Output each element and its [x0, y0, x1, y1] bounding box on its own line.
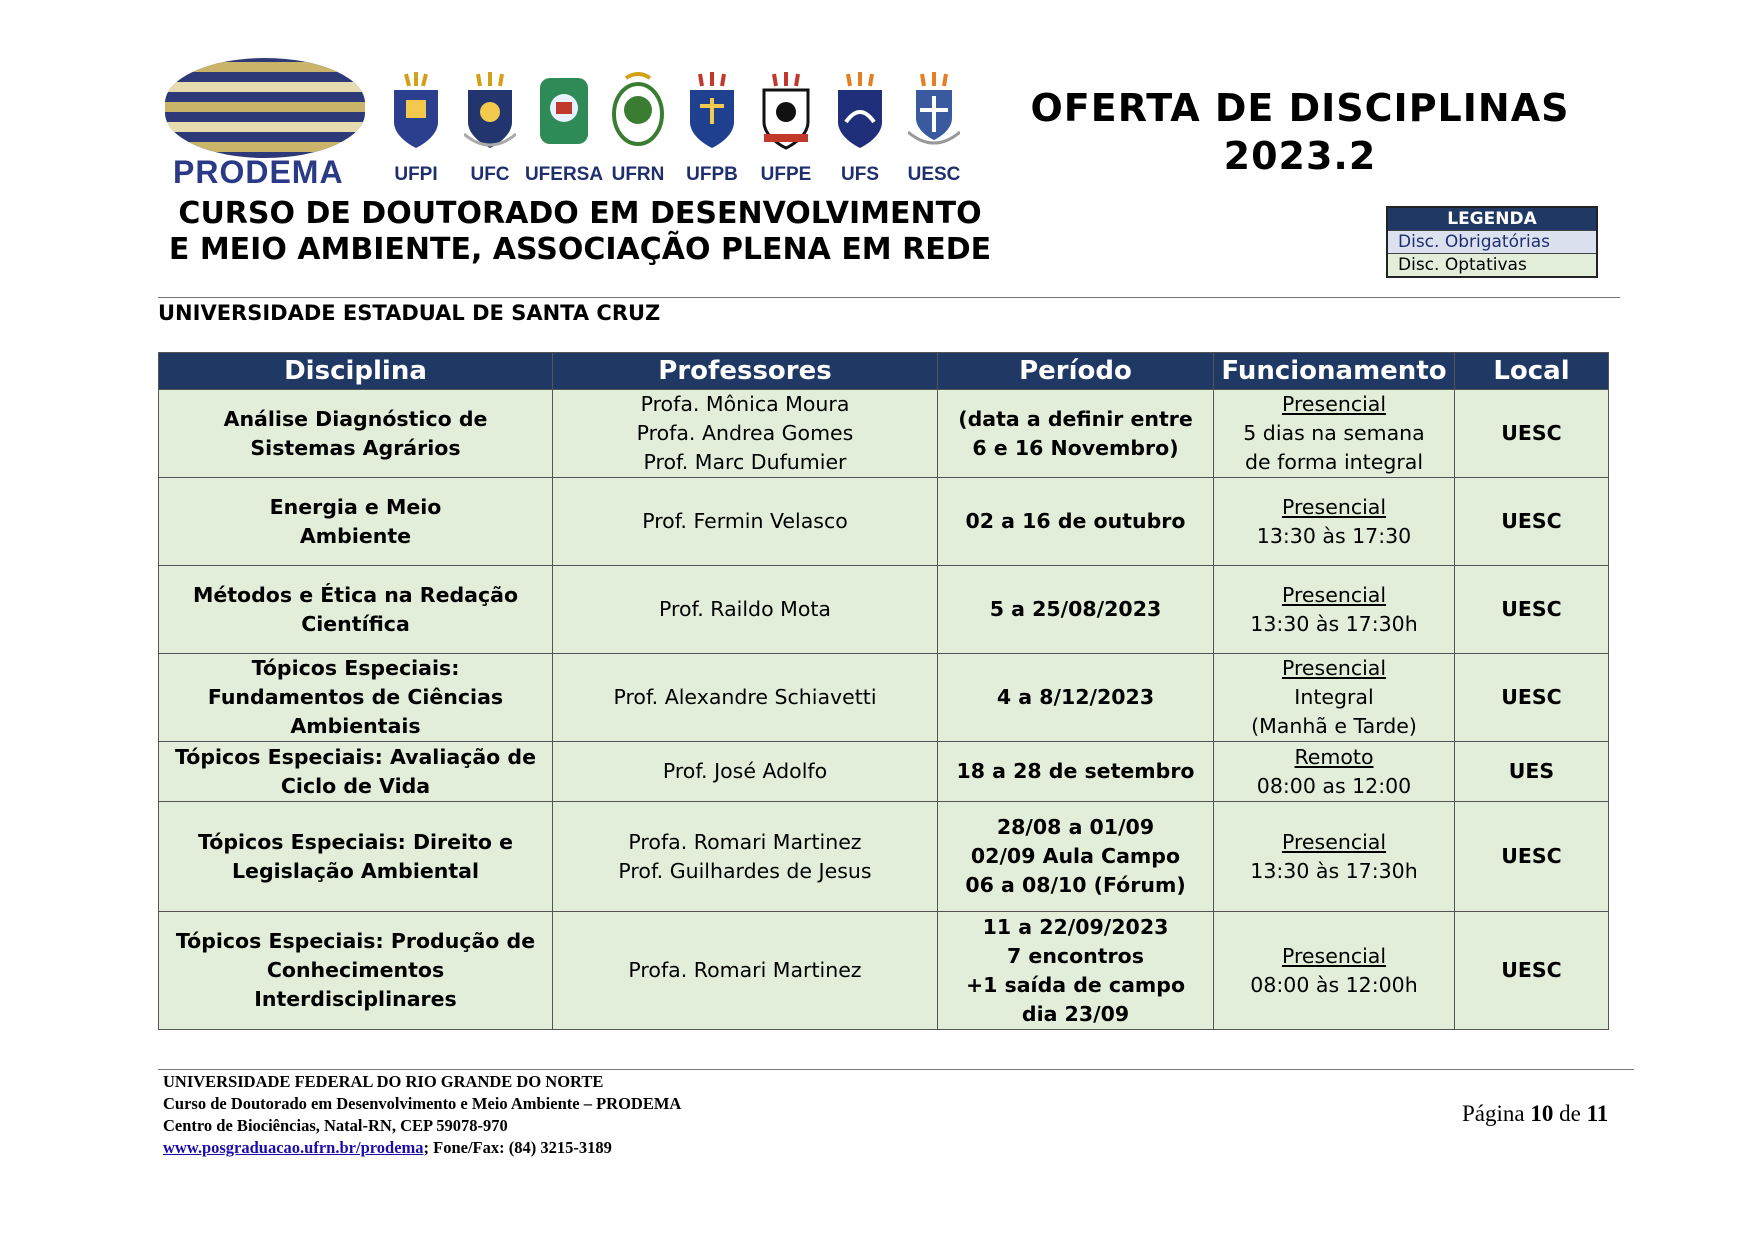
periodo-line: 6 e 16 Novembro)	[972, 435, 1179, 460]
cell-disciplina	[159, 566, 553, 654]
ufpb-logo	[676, 72, 748, 188]
cell-professores	[553, 566, 938, 654]
cell-local: UES	[1455, 742, 1609, 802]
header-divider	[158, 297, 1620, 298]
disciplina-line: Métodos e Ética na Redação	[192, 582, 519, 607]
cell-local: UESC	[1455, 478, 1609, 566]
schedule-line: 5 dias na semana	[1243, 421, 1425, 445]
ufpe-crest-icon	[760, 72, 812, 152]
periodo-line: (data a definir entre	[958, 406, 1193, 431]
cell-disciplina	[159, 478, 553, 566]
page-current: 10	[1530, 1101, 1554, 1126]
disciplina-line: Tópicos Especiais: Produção de	[175, 929, 536, 953]
professor-line: Prof. José Adolfo	[662, 759, 828, 783]
schedule-line: 08:00 as 12:00	[1256, 773, 1412, 798]
cell-professores	[553, 390, 938, 478]
prodema-label: PRODEMA	[173, 154, 344, 190]
ufpi-logo	[380, 72, 452, 188]
disciplina-line: Análise Diagnóstico de	[223, 406, 488, 431]
cell-professores	[553, 802, 938, 912]
footer-university: UNIVERSIDADE FEDERAL DO RIO GRANDE DO NORTE	[163, 1072, 604, 1091]
document-title-year: 2023.2	[1223, 134, 1377, 178]
schedule-line: 08:00 às 12:00h	[1250, 972, 1418, 997]
ufc-label: UFC	[470, 164, 510, 185]
uesc-logo	[898, 72, 970, 188]
disciplina-line: Tópicos Especiais:	[251, 656, 460, 680]
cell-funcionamento	[1214, 654, 1455, 742]
cell-periodo	[938, 912, 1214, 1030]
professor-line: Prof. Marc Dufumier	[643, 450, 847, 474]
course-schedule-table	[158, 352, 1609, 1030]
ufersa-crest-icon	[538, 72, 590, 152]
footer-website-link[interactable]: www.posgraduacao.ufrn.br/prodema	[163, 1138, 424, 1157]
ufs-crest-icon	[834, 72, 886, 152]
prodema-logo	[165, 58, 365, 190]
cell-local: UESC	[1455, 390, 1609, 478]
ufrn-label: UFRN	[611, 164, 665, 185]
cell-periodo	[938, 742, 1214, 802]
disciplina-line: Científica	[301, 611, 410, 636]
disciplina-line: Interdisciplinares	[254, 987, 457, 1011]
cell-periodo	[938, 802, 1214, 912]
ufpi-label: UFPI	[394, 164, 438, 185]
uesc-crest-icon	[908, 72, 960, 152]
cell-professores	[553, 478, 938, 566]
col-header-professores: Professores	[553, 353, 938, 390]
schedule-line: de forma integral	[1244, 450, 1424, 474]
modality-label: Presencial	[1281, 582, 1387, 607]
cell-funcionamento	[1214, 478, 1455, 566]
table-body	[159, 390, 1609, 1030]
ufersa-label: UFERSA	[524, 164, 604, 185]
schedule-line: 13:30 às 17:30h	[1250, 858, 1418, 883]
cell-funcionamento	[1214, 802, 1455, 912]
disciplina-line: Energia e Meio	[269, 494, 442, 519]
disciplina-line: Ambientais	[290, 714, 421, 738]
cell-funcionamento	[1214, 390, 1455, 478]
disciplina-line: Conhecimentos	[266, 958, 445, 982]
ufpe-logo	[750, 72, 822, 188]
col-header-local: Local	[1455, 353, 1609, 390]
disciplina-line: Sistemas Agrários	[250, 435, 461, 460]
modality-label: Presencial	[1281, 829, 1387, 854]
periodo-line: 5 a 25/08/2023	[989, 597, 1162, 621]
professor-line: Prof. Fermin Velasco	[642, 509, 848, 533]
course-title-line1: CURSO DE DOUTORADO EM DESENVOLVIMENTO	[178, 196, 982, 231]
professor-line: Profa. Romari Martinez	[628, 958, 862, 982]
schedule-line: (Manhã e Tarde)	[1251, 714, 1417, 738]
cell-professores	[553, 912, 938, 1030]
cell-funcionamento	[1214, 912, 1455, 1030]
periodo-line: 06 a 08/10 (Fórum)	[965, 873, 1186, 897]
legend-optional: Disc. Optativas	[1388, 253, 1596, 276]
prodema-logo-mark	[165, 58, 365, 158]
footer-divider	[158, 1069, 1634, 1070]
ufc-logo	[454, 72, 526, 188]
page-label: Página	[1462, 1101, 1525, 1126]
ufs-logo	[824, 72, 896, 188]
cell-funcionamento	[1214, 566, 1455, 654]
periodo-line: 28/08 a 01/09	[996, 815, 1155, 839]
periodo-line: 18 a 28 de setembro	[956, 759, 1195, 783]
modality-label: Presencial	[1281, 392, 1387, 416]
footer-course: Curso de Doutorado em Desenvolvimento e Meio Ambiente – PRODEMA	[163, 1094, 682, 1113]
legend-title: LEGENDA	[1388, 208, 1596, 230]
table-row	[159, 566, 1609, 654]
table-row	[159, 742, 1609, 802]
cell-periodo	[938, 566, 1214, 654]
modality-label: Remoto	[1294, 744, 1374, 769]
ufpi-crest-icon	[390, 72, 442, 152]
uesc-label: UESC	[907, 164, 961, 185]
disciplina-line: Legislação Ambiental	[231, 858, 480, 883]
page-total: 11	[1586, 1101, 1609, 1126]
professor-line: Profa. Mônica Moura	[640, 392, 850, 416]
disciplina-line: Fundamentos de Ciências	[207, 685, 504, 709]
modality-label: Presencial	[1281, 494, 1387, 519]
university-logos	[380, 72, 980, 188]
ufrn-logo	[602, 72, 674, 188]
cell-local: UESC	[1455, 654, 1609, 742]
ufc-crest-icon	[464, 72, 516, 152]
cell-disciplina	[159, 742, 553, 802]
cell-disciplina	[159, 390, 553, 478]
footer-contact	[163, 1137, 681, 1159]
cell-disciplina	[159, 654, 553, 742]
col-header-periodo: Período	[938, 353, 1214, 390]
footer-center: Centro de Biociências, Natal-RN, CEP 59078-970	[163, 1116, 508, 1135]
periodo-line: 02/09 Aula Campo	[970, 844, 1181, 868]
professor-line: Prof. Guilhardes de Jesus	[618, 858, 872, 883]
col-header-disciplina: Disciplina	[159, 353, 553, 390]
course-title	[160, 196, 1000, 268]
periodo-line: 11 a 22/09/2023	[982, 914, 1169, 939]
ufpb-crest-icon	[686, 72, 738, 152]
cell-professores	[553, 654, 938, 742]
table-row	[159, 390, 1609, 478]
table-row	[159, 912, 1609, 1030]
cell-local: UESC	[1455, 566, 1609, 654]
disciplina-line: Ciclo de Vida	[280, 773, 431, 798]
modality-label: Presencial	[1281, 943, 1387, 968]
professor-line: Profa. Andrea Gomes	[636, 421, 854, 445]
col-header-funcionamento: Funcionamento	[1214, 353, 1455, 390]
footer-address	[163, 1071, 681, 1159]
legend-mandatory: Disc. Obrigatórias	[1388, 230, 1596, 253]
schedule-line: 13:30 às 17:30	[1256, 523, 1412, 548]
ufpb-label: UFPB	[686, 164, 738, 185]
periodo-line: 4 a 8/12/2023	[996, 685, 1155, 709]
schedule-line: Integral	[1294, 685, 1374, 709]
page-number	[1462, 1101, 1608, 1127]
disciplina-line: Tópicos Especiais: Direito e	[198, 829, 513, 854]
document-title-line1: OFERTA DE DISCIPLINAS	[1030, 86, 1570, 130]
ufrn-crest-icon	[612, 72, 664, 152]
periodo-line: 02 a 16 de outubro	[965, 509, 1186, 533]
cell-local: UESC	[1455, 802, 1609, 912]
footer-phone: ; Fone/Fax: (84) 3215-3189	[423, 1138, 612, 1157]
cell-periodo	[938, 390, 1214, 478]
cell-professores	[553, 742, 938, 802]
cell-disciplina	[159, 802, 553, 912]
professor-line: Prof. Raildo Mota	[659, 597, 831, 621]
document-title	[1020, 84, 1580, 180]
table-row	[159, 478, 1609, 566]
cell-periodo	[938, 654, 1214, 742]
cell-local: UESC	[1455, 912, 1609, 1030]
periodo-line: 7 encontros	[1007, 943, 1144, 968]
periodo-line: dia 23/09	[1021, 1001, 1130, 1026]
cell-disciplina	[159, 912, 553, 1030]
ufs-label: UFS	[841, 164, 879, 185]
page-of: de	[1559, 1101, 1581, 1126]
table-row	[159, 654, 1609, 742]
university-name: UNIVERSIDADE ESTADUAL DE SANTA CRUZ	[158, 301, 661, 325]
disciplina-line: Tópicos Especiais: Avaliação de	[175, 744, 536, 769]
professor-line: Prof. Alexandre Schiavetti	[613, 685, 877, 709]
table-header-row	[159, 353, 1609, 390]
ufpe-label: UFPE	[760, 164, 812, 185]
ufersa-logo	[524, 72, 604, 188]
professor-line: Profa. Romari Martinez	[628, 829, 862, 854]
cell-periodo	[938, 478, 1214, 566]
periodo-line: +1 saída de campo	[965, 972, 1186, 997]
modality-label: Presencial	[1281, 656, 1387, 680]
schedule-line: 13:30 às 17:30h	[1250, 611, 1418, 636]
cell-funcionamento	[1214, 742, 1455, 802]
course-title-line2: E MEIO AMBIENTE, ASSOCIAÇÃO PLENA EM REDE	[168, 232, 992, 267]
disciplina-line: Ambiente	[299, 523, 412, 548]
table-row	[159, 802, 1609, 912]
legend	[1386, 206, 1598, 278]
